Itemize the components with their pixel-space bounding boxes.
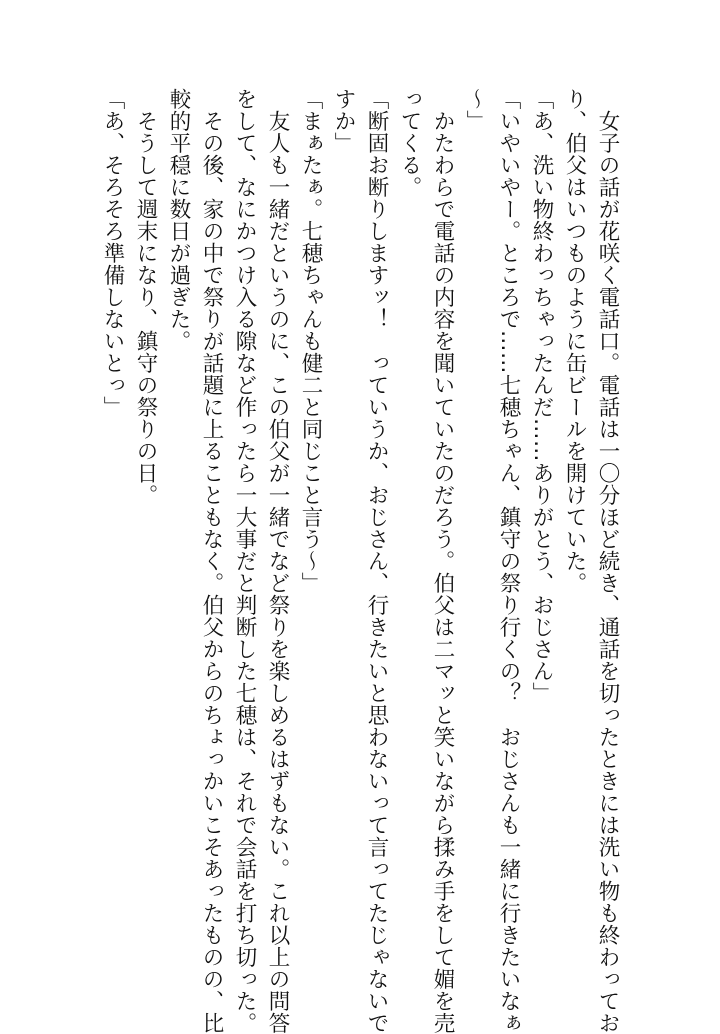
text-line: かたわらで電話の内容を聞いていたのだろう。伯父は二マッと笑いながら揉み手をして媚を売 — [430, 88, 455, 1034]
text-line: 較的平穏に数日が過ぎた。 — [166, 88, 191, 352]
text-line: すか」 — [331, 88, 356, 154]
text-line: 「あ、そろそろ準備しないとっ」 — [100, 88, 125, 418]
text-line: 友人も一緒だというのに、この伯父が一緒でなど祭りを楽しめるはずもない。これ以上の問答 — [265, 88, 290, 1034]
text-line: 女子の話が花咲く電話口。電話は一〇分ほど続き、通話を切ったときには洗い物も終わってお — [595, 88, 620, 1034]
text-line: その後、家の中で祭りが話題に上ることもなく。伯父からのちょっかいこそあったものの、比 — [199, 88, 224, 1034]
text-line: をして、なにかつけ入る隙など作ったら一大事だと判断した七穂は、それで会話を打ち切った。 — [232, 88, 257, 1034]
text-line: り、伯父はいつものように缶ビールを開けていた。 — [562, 88, 587, 594]
vertical-text-body — [96, 88, 624, 1034]
text-line: 「いやいやー。ところで……七穂ちゃん、鎮守の祭り行くの？ おじさんも一緒に行きたいなぁ — [496, 88, 521, 1034]
text-line: 「あ、洗い物終わっちゃったんだ……ありがとう、おじさん」 — [529, 88, 554, 704]
text-line: ってくる。 — [397, 88, 422, 198]
text-line: そうして週末になり、鎮守の祭りの日。 — [133, 88, 158, 506]
text-line: 「まぁたぁ。七穂ちゃんも健二と同じこと言う～」 — [298, 88, 323, 594]
text-line: ～」 — [463, 88, 488, 132]
text-line: 「断固お断りしますッ！ っていうか、おじさん、行きたいと思わないって言ってたじゃないで — [364, 88, 389, 1034]
